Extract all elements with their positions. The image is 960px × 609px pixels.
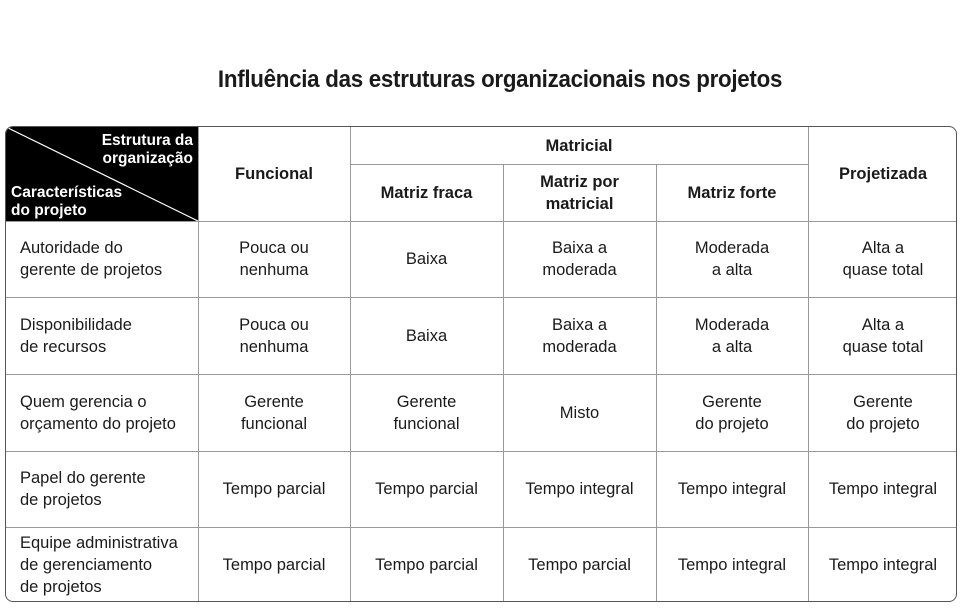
grid-line <box>656 164 657 602</box>
row-label: Quem gerencia o orçamento do projeto <box>20 392 176 433</box>
col-header-projetizada: Projetizada <box>838 165 928 183</box>
table-cell: Alta a quase total <box>842 239 924 279</box>
row-label: Autoridade do gerente de projetos <box>20 239 163 279</box>
grid-line <box>198 127 199 602</box>
row-label: Equipe administrativa de gerenciamento de projetos <box>20 534 178 596</box>
table-cell: Tempo parcial <box>375 480 478 498</box>
table-cell: Gerente funcional <box>240 392 308 433</box>
structures-table <box>5 126 957 602</box>
table-cell: Tempo parcial <box>375 556 478 574</box>
table-cell: Gerente funcional <box>393 392 460 433</box>
table-cell: Alta a quase total <box>842 315 924 356</box>
grid-line <box>350 164 808 165</box>
table-cell: Tempo parcial <box>222 556 326 574</box>
table-cell: Tempo integral <box>677 480 787 498</box>
col-header-matriz-forte: Matriz forte <box>687 183 777 202</box>
table-cell: Baixa a moderada <box>542 315 617 356</box>
col-header-matricial: Matricial <box>545 136 613 155</box>
table-cell: Baixa <box>405 250 448 268</box>
table-cell: Tempo parcial <box>528 556 631 574</box>
col-header-funcional: Funcional <box>235 165 313 183</box>
col-header-matriz-matricial: Matriz por matricial <box>540 172 619 213</box>
grid-line <box>6 374 957 375</box>
table-cell: Tempo integral <box>677 556 787 574</box>
grid-line <box>6 451 957 452</box>
table-cell: Tempo integral <box>525 480 634 498</box>
page-title: Influência das estruturas organizacionais nos projetos <box>217 66 783 93</box>
corner-characteristics-label: Características do projeto <box>11 184 123 219</box>
table-cell: Pouca ou nenhuma <box>239 239 309 279</box>
grid-line <box>808 127 809 602</box>
corner-structure-label: Estrutura da organização <box>101 132 193 167</box>
col-header-matriz-fraca: Matriz fraca <box>380 183 473 202</box>
table-cell: Tempo parcial <box>222 480 326 498</box>
grid-line <box>6 221 957 222</box>
row-label: Disponibilidade de recursos <box>20 315 132 356</box>
table-cell: Moderada a alta <box>694 315 770 356</box>
grid-line <box>6 527 957 528</box>
table-cell: Gerente do projeto <box>695 392 769 433</box>
row-label: Papel do gerente de projetos <box>20 469 146 509</box>
grid-line <box>350 127 351 602</box>
table-cell: Baixa a moderada <box>542 239 617 279</box>
grid-line <box>6 297 957 298</box>
table-cell: Moderada a alta <box>694 239 770 279</box>
table-cell: Tempo integral <box>828 480 938 498</box>
table-cell: Baixa <box>405 326 448 345</box>
corner-header <box>6 127 198 221</box>
table-cell: Pouca ou nenhuma <box>239 315 309 356</box>
table-cell: Misto <box>559 403 600 422</box>
grid-line <box>503 164 504 602</box>
table-cell: Tempo integral <box>828 556 938 574</box>
table-cell: Gerente do projeto <box>846 392 920 433</box>
